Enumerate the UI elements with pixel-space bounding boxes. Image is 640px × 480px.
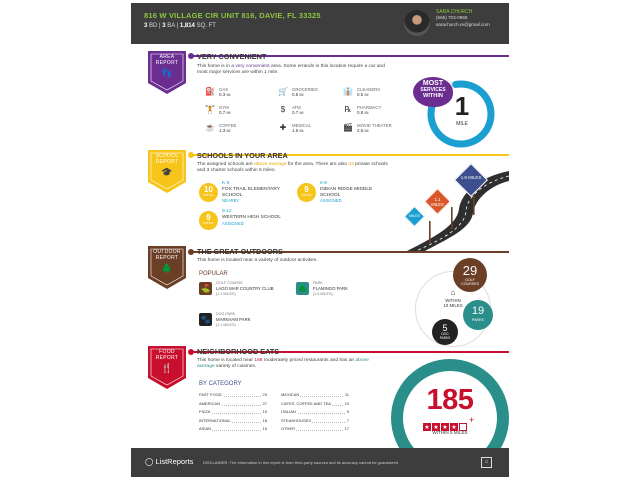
within-10-miles: WITHIN 10 MILES bbox=[443, 298, 463, 308]
sign-1-9-label: 1.9 MILES bbox=[460, 175, 482, 180]
sign-1-1-label: 1.1 MILES bbox=[431, 197, 444, 207]
amenity-atm: $ ATM 0.7 MI bbox=[292, 105, 304, 117]
restaurants-within: WITHIN 5 MILES bbox=[432, 430, 468, 435]
area-badge-bottom: REPORT bbox=[155, 59, 179, 66]
agent-name: SARA CHURCH bbox=[436, 9, 473, 15]
golf-icon: ⛳ bbox=[200, 284, 211, 293]
area-badge-top: AREA bbox=[159, 54, 175, 60]
school-rating-badge: 9 RATING bbox=[297, 183, 316, 202]
star-icon: ★ bbox=[424, 425, 430, 431]
school-item[interactable]: K-5 FOX TRAIL ELEMENTARY SCHOOL NEARBY bbox=[222, 181, 280, 204]
property-facts: 3 BD | 3 BA | 1,814 SQ. FT bbox=[144, 23, 216, 29]
outdoor-report-badge bbox=[145, 244, 189, 290]
school-rating-badge: 9 RATING bbox=[199, 211, 218, 230]
report-sheet bbox=[131, 3, 509, 477]
disclaimer: DISCLAIMER: The information in this report is from third-party sources and its accuracy cannot be guaranteed. bbox=[203, 460, 400, 465]
home-icon: ⌂ bbox=[450, 288, 456, 297]
atm-icon: $ bbox=[280, 105, 286, 114]
gauge-text: MOST SERVICES WITHIN bbox=[420, 80, 446, 100]
school-badge-top: SCHOOL bbox=[155, 153, 179, 159]
star-icon: ★ bbox=[442, 425, 448, 431]
dog-park-item: 🐾 DOG PARK MARKHAM PARK (3.1 MILES) bbox=[200, 312, 251, 327]
logo-mark-icon: ◯ bbox=[145, 457, 154, 466]
school-item[interactable]: 9-12 WESTERN HIGH SCHOOL ASSIGNED bbox=[222, 209, 281, 226]
category-row: INTERNATIONAL 18 bbox=[199, 417, 267, 423]
area-heading: VERY CONVENIENT bbox=[197, 52, 267, 61]
amenity-medical: ✚ MEDICAL 1.5 MI bbox=[279, 123, 312, 134]
golf-course-item: ⛳ GOLF COURSE LAGO MAR COUNTRY CLUB (1.1 MILES) bbox=[200, 281, 274, 296]
school-description: The assigned schools are above average for the area. There are also 32 private schools and 3 charter schools within 5 miles. bbox=[197, 162, 388, 174]
school-badge-bottom: REPORT bbox=[155, 158, 179, 165]
gym-icon: 🏋 bbox=[205, 105, 215, 114]
equal-housing-icon: ⌂ bbox=[481, 457, 492, 468]
food-badge-top: FOOD bbox=[159, 349, 175, 355]
gauge-unit: MILE bbox=[456, 121, 468, 127]
category-row: MEXICAN 11 bbox=[281, 392, 349, 397]
tree-icon: 🌲 bbox=[161, 263, 173, 273]
property-address: 816 W VILLAGE CIR UNIT 816, DAVIE, FL 33325 bbox=[144, 11, 321, 20]
star-icon: ★ bbox=[433, 425, 439, 431]
park-icon: 🌲 bbox=[297, 284, 308, 293]
agent-contact bbox=[436, 9, 490, 28]
category-row: AMERICAN 27 bbox=[199, 400, 267, 406]
coffee-icon: ☕ bbox=[205, 123, 215, 132]
by-category-label: BY CATEGORY bbox=[199, 381, 242, 387]
groceries-icon: 🛒 bbox=[278, 87, 288, 96]
popular-label: POPULAR bbox=[199, 271, 228, 277]
area-report-badge bbox=[145, 49, 189, 95]
fork-knife-icon: 🍴 bbox=[161, 363, 173, 373]
food-report-badge bbox=[145, 344, 189, 390]
category-row: STEAKHOUSES 7 bbox=[281, 417, 349, 423]
amenity-groceries: 🛒 GROCERIES 0.5 MI bbox=[278, 87, 318, 98]
school-report-badge bbox=[145, 148, 189, 194]
category-row: ASIAN 15 bbox=[199, 426, 267, 431]
sign-small-label: MILES bbox=[409, 214, 420, 218]
category-row: OTHER 17 bbox=[281, 426, 349, 431]
food-description: This home is located near 168 moderately priced restaurants and has an above average variety of cuisines. bbox=[197, 358, 369, 370]
restaurants-total: 185 bbox=[426, 384, 474, 416]
food-badge-bottom: REPORT bbox=[155, 354, 179, 361]
amenity-gym: 🏋 GYM 0.7 MI bbox=[205, 105, 231, 116]
footer-bar bbox=[131, 448, 509, 477]
school-rating-badge: 10 RATING bbox=[199, 183, 218, 202]
star-icon: ★ bbox=[460, 425, 466, 431]
dog-parks-count: 5 DOG PARKS bbox=[432, 319, 458, 345]
park-item: 🌲 PARK FLAMINGO PARK (1.6 MILES) bbox=[297, 281, 349, 296]
rating-stars bbox=[423, 415, 475, 431]
golf-courses-count: 29 GOLF COURSES bbox=[453, 258, 487, 292]
header-bar bbox=[131, 3, 509, 44]
footprints-icon: 👣 bbox=[161, 68, 173, 78]
listreports-logo[interactable]: ◯ ListReports bbox=[145, 457, 194, 466]
food-heading: NEIGHBORHOOD EATS bbox=[197, 347, 280, 356]
outdoor-badge-top: OUTDOOR bbox=[153, 249, 181, 255]
stars-plus: + bbox=[469, 415, 475, 425]
agent-avatar bbox=[404, 10, 430, 36]
category-row: PIZZA 19 bbox=[199, 409, 267, 414]
category-row: CAFES, COFFEE AND TEA 10 bbox=[281, 400, 349, 406]
agent-email[interactable]: sarachurch.re@gmail.com bbox=[436, 21, 490, 27]
cleaners-icon: 👔 bbox=[343, 87, 353, 96]
category-row: ITALIAN 9 bbox=[281, 409, 349, 414]
star-icon: ★ bbox=[451, 425, 457, 431]
gas-icon: ⛽ bbox=[205, 87, 215, 96]
amenity-cleaners: 👔 CLEANERS 0.5 MI bbox=[343, 87, 381, 98]
parks-count: 19 PARKS bbox=[463, 300, 493, 330]
pharmacy-icon: ℞ bbox=[344, 105, 352, 114]
agent-phone[interactable]: (565) 703-0968 bbox=[436, 15, 468, 21]
amenity-pharmacy: ℞ PHARMACY 0.8 MI bbox=[344, 105, 382, 116]
medical-icon: ✚ bbox=[279, 123, 287, 132]
movie-theater-icon: 🎬 bbox=[343, 123, 353, 132]
outdoor-badge-bottom: REPORT bbox=[155, 254, 179, 261]
dog-paw-icon: 🐾 bbox=[200, 315, 211, 324]
outdoor-description: This home is located near a variety of outdoor activities. bbox=[197, 258, 318, 263]
gauge-value: 1 bbox=[454, 91, 470, 121]
category-row: FAST FOOD 23 bbox=[199, 392, 267, 397]
amenity-movie-theater: 🎬 MOVIE THEATER 2.5 MI bbox=[343, 123, 392, 134]
student-icon: 🎓 bbox=[161, 167, 173, 177]
outdoor-heading: THE GREAT OUTDOORS bbox=[197, 247, 283, 256]
school-item[interactable]: 6-8 INDIAN RIDGE MIDDLE SCHOOL ASSIGNED bbox=[320, 181, 373, 204]
amenity-coffee: ☕ COFFEE 1.3 MI bbox=[205, 123, 237, 134]
area-description: This home is in a very convenient area. Some errands in this location require a car and most major services are within 1 mile. bbox=[197, 64, 385, 76]
amenity-gas: ⛽ GAS 0.3 MI bbox=[205, 87, 231, 98]
school-heading: SCHOOLS IN YOUR AREA bbox=[197, 151, 288, 160]
